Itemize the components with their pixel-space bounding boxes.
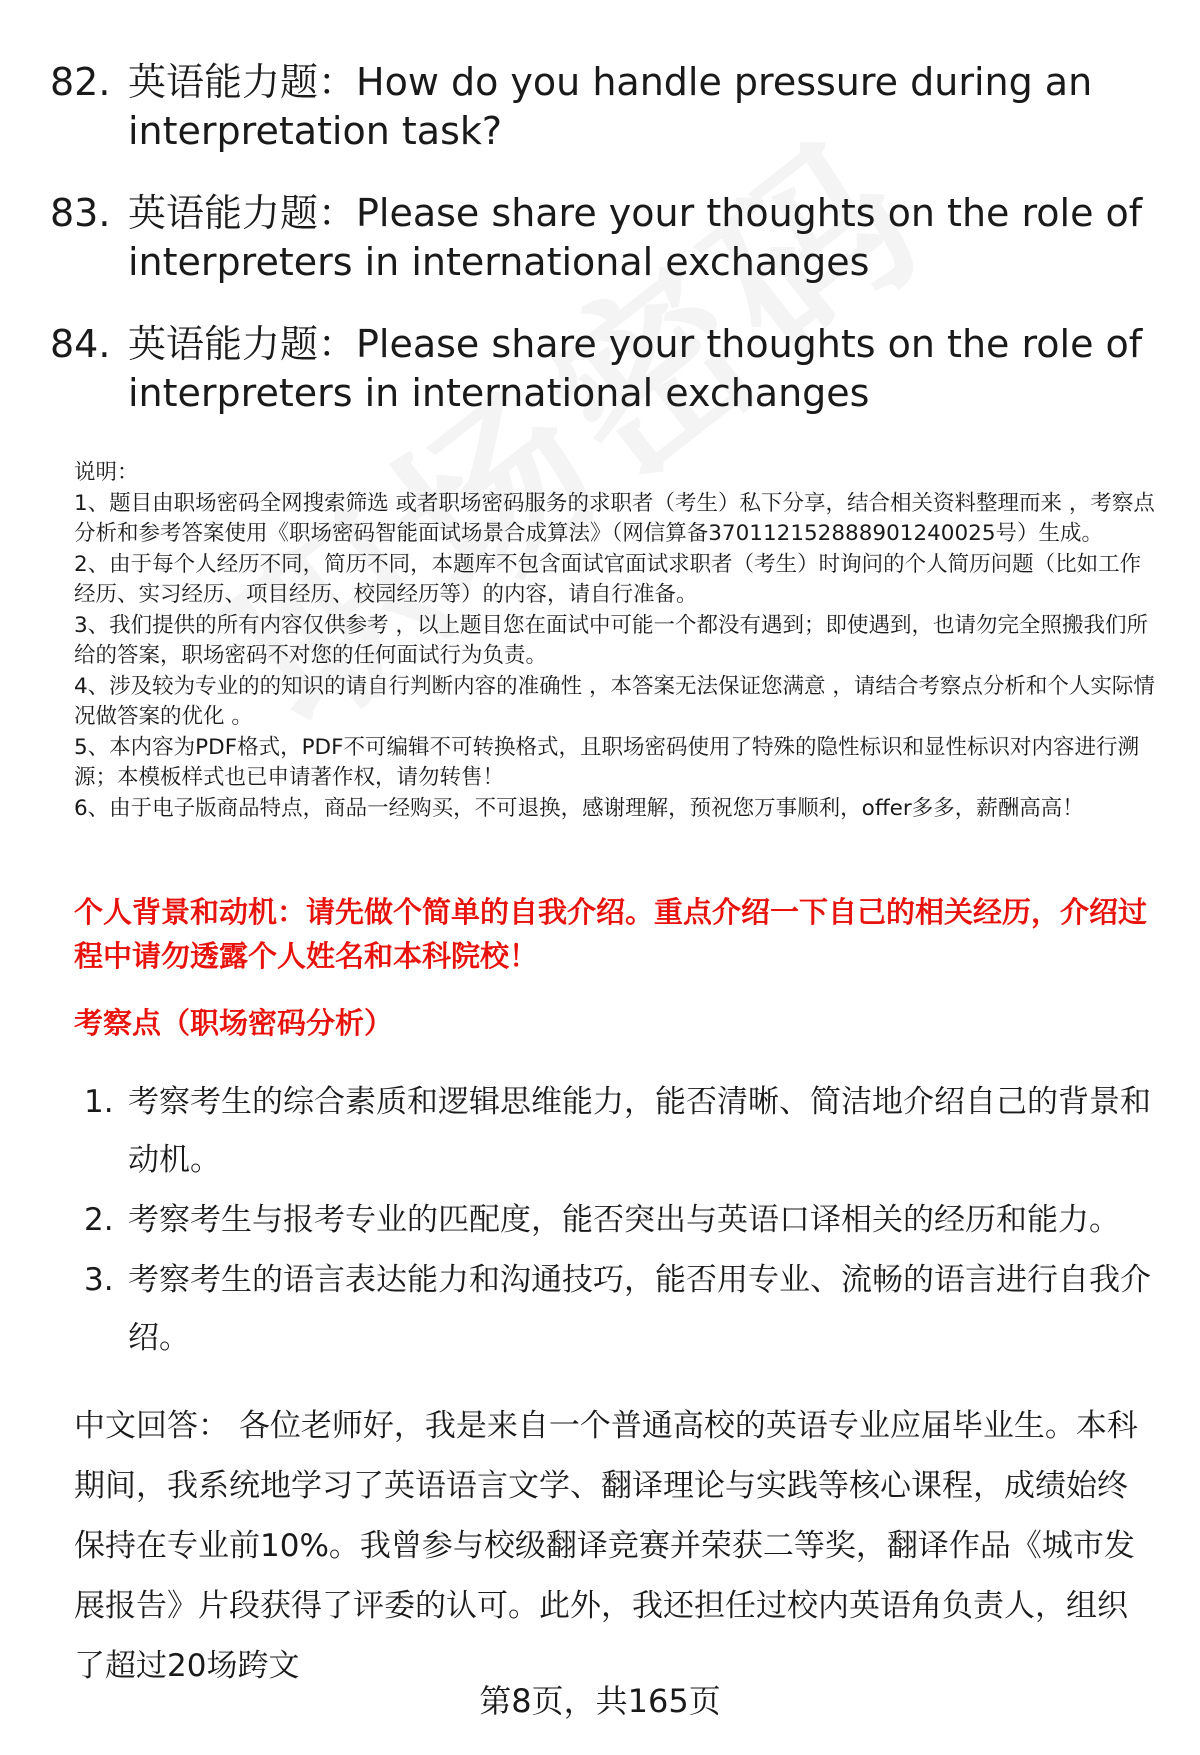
question-text: 英语能力题：Please share your thoughts on the role of interpreters in international exchanges: [128, 322, 1143, 415]
point-number: 1.: [84, 1084, 114, 1120]
question-item: [50, 189, 1150, 287]
question-text: 英语能力题：Please share your thoughts on the role of interpreters in international exchanges: [128, 191, 1143, 284]
question-text: 英语能力题：How do you handle pressure during an interpretation task?: [128, 60, 1093, 153]
note-item: 4、涉及较为专业的的知识的请自行判断内容的准确性 ，本答案无法保证您满意 ，请结合考察点分析和个人实际情况做答案的优化 。: [74, 673, 1155, 729]
point-number: 2.: [84, 1202, 114, 1238]
analysis-point: [84, 1073, 1154, 1189]
disclaimer-notes: [74, 458, 1159, 824]
note-item: 3、我们提供的所有内容仅供参考 ，以上题目您在面试中可能一个都没有遇到；即使遇到，也请勿完全照搬我们所给的答案，职场密码不对您的任何面试行为负责。: [74, 612, 1149, 668]
analysis-points: [84, 1073, 1154, 1369]
background-question: 个人背景和动机：请先做个简单的自我介绍。重点介绍一下自己的相关经历，介绍过程中请勿透露个人姓名和本科院校！: [74, 895, 1148, 973]
question-item: [50, 58, 1150, 156]
analysis-point: [84, 1191, 1154, 1249]
question-item: [50, 320, 1150, 418]
analysis-title: 考察点（职场密码分析）: [74, 1006, 394, 1040]
note-item: 2、由于每个人经历不同，简历不同，本题库不包含面试官面试求职者（考生）时询问的个人简历问题（比如工作经历、实习经历、项目经历、校园经历等）的内容，请自行准备。: [74, 551, 1142, 607]
chinese-answer: 中文回答： 各位老师好，我是来自一个普通高校的英语专业应届毕业生。本科期间，我系统地学习了英语语言文学、翻译理论与实践等核心课程，成绩始终保持在专业前10%。我曾参与校级翻译竞赛并荣获二等奖，翻译作品《城市发展报告》片段获得了评委的认可。此外，我还担任过校内英语角负责人，组织了超过20场跨文: [74, 1408, 1138, 1684]
question-number: 82.: [50, 60, 111, 104]
note-item: 1、题目由职场密码全网搜索筛选 或者职场密码服务的求职者（考生）私下分享，结合相关资料整理而来 ，考察点分析和参考答案使用《职场密码智能面试场景合成算法》（网信算备370112152888901240025号）生成。: [74, 490, 1155, 546]
question-list: [50, 58, 1150, 451]
question-number: 84.: [50, 322, 111, 366]
point-text: 考察考生与报考专业的匹配度，能否突出与英语口译相关的经历和能力。: [128, 1202, 1120, 1238]
point-text: 考察考生的综合素质和逻辑思维能力，能否清晰、简洁地介绍自己的背景和动机。: [128, 1084, 1151, 1178]
point-number: 3.: [84, 1262, 114, 1298]
notes-heading: 说明：: [74, 460, 139, 485]
point-text: 考察考生的语言表达能力和沟通技巧，能否用专业、流畅的语言进行自我介绍。: [128, 1262, 1151, 1356]
page-number: 第8页，共165页: [479, 1682, 721, 1720]
note-item: 6、由于电子版商品特点，商品一经购买，不可退换，感谢理解，预祝您万事顺利，offer多多，薪酬高高！: [74, 795, 1084, 821]
analysis-point: [84, 1251, 1154, 1367]
note-item: 5、本内容为PDF格式，PDF不可编辑不可转换格式，且职场密码使用了特殊的隐性标识和显性标识对内容进行溯源；本模板样式也已申请著作权，请勿转售！: [74, 734, 1139, 790]
question-number: 83.: [50, 191, 111, 235]
